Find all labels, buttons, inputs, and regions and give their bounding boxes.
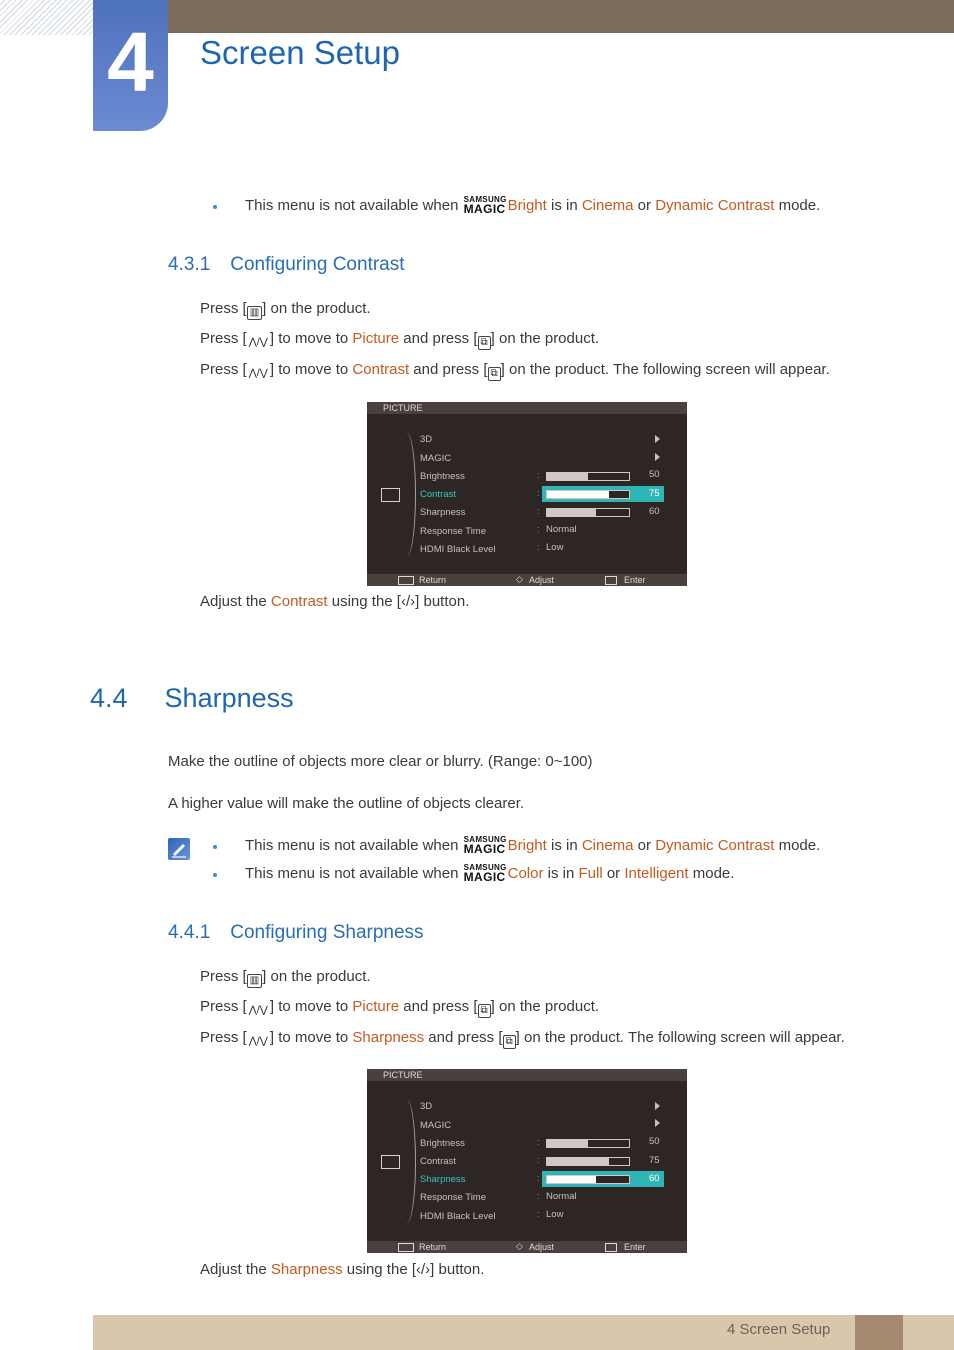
osd-item-response-time: Response Time: [420, 526, 487, 537]
hdmi-black-level-value: Low: [546, 542, 564, 553]
availability-note-color: This menu is not available when SAMSUNG MAGIC Color is in Full or Intelligent mode.: [245, 863, 735, 884]
chapter-title: Screen Setup: [200, 34, 400, 71]
osd-footer: Return ◇ Adjust Enter: [367, 574, 687, 586]
section-heading-4-3-1: 4.3.1 Configuring Contrast: [168, 254, 405, 275]
step-2: Press [ ⋀/⋁ ] to move to Picture and press [ ⧉ ] on the product.: [200, 330, 600, 348]
response-time-value: Normal: [546, 524, 577, 535]
osd-item-3d: 3D: [420, 434, 433, 445]
osd-item-hdmi-black-level: HDMI Black Level: [420, 1211, 496, 1222]
bullet-dot: [213, 205, 217, 209]
sharpness-bar: [546, 1175, 630, 1184]
sharpness-bar: [546, 508, 630, 517]
sharpness-description-2: A higher value will make the outline of objects clearer.: [168, 795, 525, 812]
step-2: Press [ ⋀/⋁ ] to move to Picture and press [ ⧉ ] on the product.: [200, 998, 600, 1016]
submenu-arrow-icon: [655, 1119, 660, 1127]
left-right-icon: ‹/›: [400, 593, 416, 610]
osd-item-brightness: Brightness: [420, 1138, 465, 1149]
step-3: Press [ ⋀/⋁ ] to move to Contrast and press [ ⧉ ] on the product. The following screen will appear.: [200, 361, 830, 379]
note-icon: [168, 838, 190, 860]
up-down-icon: ⋀/⋁: [248, 368, 268, 379]
submenu-arrow-icon: [655, 1102, 660, 1110]
contrast-bar: [546, 1157, 630, 1166]
osd-item-3d: 3D: [420, 1101, 433, 1112]
up-down-icon: ⋀/⋁: [248, 1005, 268, 1016]
page-number-box: [855, 1315, 903, 1350]
bullet-dot: [213, 845, 217, 849]
step-1: Press [ ▥ ] on the product.: [200, 300, 371, 318]
footer-chapter-label: 4 Screen Setup: [727, 1321, 831, 1338]
osd-item-sharpness: Sharpness: [420, 507, 466, 518]
samsung-magic-logo: SAMSUNG MAGIC: [463, 863, 507, 884]
osd-item-magic: MAGIC: [420, 1120, 452, 1131]
availability-note: This menu is not available when SAMSUNG MAGIC Bright is in Cinema or Dynamic Contrast mode.: [245, 195, 821, 216]
response-time-value: Normal: [546, 1191, 577, 1202]
contrast-bar: [546, 490, 630, 499]
chapter-number-block: 4: [93, 0, 168, 131]
brightness-value: 50: [649, 1136, 660, 1147]
sharpness-value: 60: [649, 506, 660, 517]
hdmi-black-level-value: Low: [546, 1209, 564, 1220]
menu-button-icon: ▥: [247, 306, 262, 320]
osd-item-contrast: Contrast: [420, 489, 456, 500]
submenu-arrow-icon: [655, 453, 660, 461]
osd-header: PICTURE: [367, 1069, 687, 1081]
enter-button-icon: ⧉: [503, 1035, 516, 1049]
enter-button-icon: ⧉: [488, 367, 501, 381]
picture-menu-icon: [381, 488, 400, 502]
enter-icon: [605, 576, 617, 585]
step-3: Press [ ⋀/⋁ ] to move to Sharpness and press [ ⧉ ] on the product. The following screen will appear.: [200, 1029, 845, 1047]
osd-item-brightness: Brightness: [420, 471, 465, 482]
sharpness-description: Make the outline of objects more clear or blurry. (Range: 0~100): [168, 753, 593, 770]
osd-footer: Return ◇ Adjust Enter: [367, 1241, 687, 1253]
up-down-icon: ⋀/⋁: [248, 1036, 268, 1047]
osd-item-response-time: Response Time: [420, 1192, 487, 1203]
adjust-icon: ◇: [516, 574, 523, 584]
up-down-icon: ⋀/⋁: [248, 337, 268, 348]
brightness-bar: [546, 1139, 630, 1148]
osd-item-magic: MAGIC: [420, 453, 452, 464]
contrast-value: 75: [649, 488, 660, 499]
menu-button-icon: ▥: [247, 974, 262, 988]
corner-hatch: [0, 0, 93, 35]
return-icon: [398, 576, 414, 585]
enter-button-icon: ⧉: [478, 336, 491, 350]
submenu-arrow-icon: [655, 435, 660, 443]
samsung-magic-logo: SAMSUNG MAGIC: [463, 835, 507, 856]
adjust-sharpness-line: Adjust the Sharpness using the [‹/›] button.: [200, 1261, 485, 1278]
enter-icon: [605, 1243, 617, 1252]
osd-screenshot-contrast: PICTURE 3D MAGIC Brightness : 50 Contrast : 75 Sharpness : 60 Response Time : Normal HDMI Black Level : Low Return ◇ Adjust Enter: [367, 402, 687, 586]
sharpness-value: 60: [649, 1173, 660, 1184]
brightness-value: 50: [649, 469, 660, 480]
samsung-magic-logo: SAMSUNG MAGIC: [463, 195, 507, 216]
osd-item-sharpness: Sharpness: [420, 1174, 466, 1185]
left-right-icon: ‹/›: [416, 1261, 431, 1278]
section-heading-4-4: 4.4 Sharpness: [90, 683, 294, 713]
osd-header: PICTURE: [367, 402, 687, 414]
bullet-dot: [213, 873, 217, 877]
adjust-contrast-line: Adjust the Contrast using the [‹/›] button.: [200, 593, 470, 610]
availability-note-bright: This menu is not available when SAMSUNG MAGIC Bright is in Cinema or Dynamic Contrast mode.: [245, 835, 821, 856]
osd-item-contrast: Contrast: [420, 1156, 456, 1167]
return-icon: [398, 1243, 414, 1252]
picture-menu-icon: [381, 1155, 400, 1169]
adjust-icon: ◇: [516, 1241, 523, 1251]
section-heading-4-4-1: 4.4.1 Configuring Sharpness: [168, 922, 424, 943]
contrast-value: 75: [649, 1155, 660, 1166]
osd-screenshot-sharpness: PICTURE 3D MAGIC Brightness : 50 Contrast : 75 Sharpness : 60 Response Time : Normal HDMI Black Level : Low Return ◇ Adjust Enter: [367, 1069, 687, 1253]
top-banner: [168, 0, 954, 33]
brightness-bar: [546, 472, 630, 481]
enter-button-icon: ⧉: [478, 1004, 491, 1018]
osd-item-hdmi-black-level: HDMI Black Level: [420, 544, 496, 555]
step-1: Press [ ▥ ] on the product.: [200, 968, 371, 986]
